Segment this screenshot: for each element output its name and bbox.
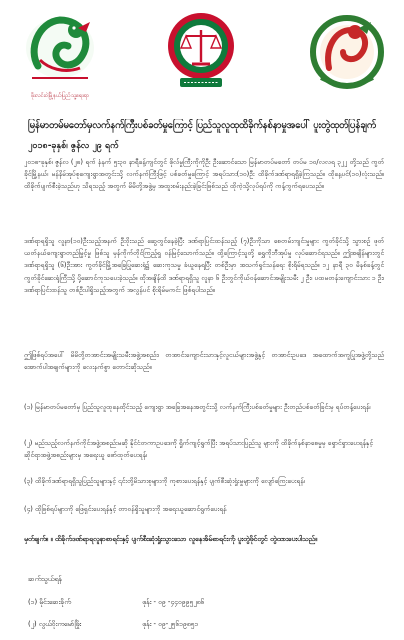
paragraph-casualties: ဒဏ်ရာရရှိသူ လူနာ(၁၀)ဦးသည့်အနက် ဦးဝိုးသည် ဆွေတွင်နေခဲ့ပြီး ဒဏ်ရာပြင်းထန်သည့် (၇)ဦးကိုသာ စေတမ်းကျင်းမှုများ ကွတ်ခိုင်သို့ သွားစဉ် ဖုတ်ယတ်နယ်ကျေးရွာတည်မြှင့်မှု ဖြစ်သူ မှန်ကိုက်တိုင်ကြည့်ရှု ဝန်မြင့်သောက်သည်။ ထို့ကြောင့်သူတို့ ရွှေကိုဘီအုပ်မှု လုပ်ဆောင်ရသည်။ ဤအချိန်များတွင် ဒဏ်ရာရရှိသူ (၆)ဦးအား ကွတ်ခိုင်မြို့အခြေပြုဆေးရုံ၌ ဆေးကုသမှု ခံယူနေရပြီး တစ်ဦးမှာ အသက်ရှင်သန်ရေး စိုးရိမ်ရသည်။ ၁၂ နာရီ ၃၀ မိနစ်ခန့်တွင် ကွတ်ခိုင်ဆေးရုံကြီးသို့ ပို့ဆောင်ကုသပေးခဲ့သည်။ ထိုအချိန်ထိ ဒဏ်ရာရရှိသူ လူနာ ၆ ဦးတွင်ကိုယ်ဝန်ဆောင်အမျိုးသမီး ၂ ဦး၊ ပထမတန်းကျောင်းသား ၁ ဦး၊ ဒဏ်ရာပြင်းထန်သူ တစ်ဦးပါရှိသည့်အတွက် အလွန်ပင် စိုးရိမ်မကင်း ဖြစ်ရပါသည်။ xyxy=(24,237,384,294)
demand-item: (၄) ထိုဖြစ်ရပ်များကို ဖြေရှင်းပေးရန်နှင့် တာဝန်ရှိသူများကို အရေးယူဆောင်ရွက်ပေးရန် xyxy=(24,505,227,513)
contact-name: (၂) လွယ်ဝိုးကမော်ဖြိုး xyxy=(28,620,82,628)
logo-row xyxy=(0,8,404,108)
paragraph-incident: ၂၀၁၈-ခုနှစ်၊ ဇွန်လ (၂၈) ရက် နံနက် ၅း၃၀ နာရီခန့်ကျင်တွင် ဖိုလ်မှုကြီးကိုကိုဦး ဦးဆောင်သော မြန်မာတပ်မတော် တပ်မ ၁၀/လလရ ၃၂၂ တို့သည် ကွတ်ခိုင်မြို့နယ်၊ မန်နိမ်အုပ်စုကျေးရွာအတွင်းသို့ လက်နက်ကြီးဖြင့် ပစ်ခတ်မှုကြောင့် အရပ်သား(၁၀)ဦး ထိခိုက်ဒဏ်ရာရရှိခဲ့ကြသည်။ ထိုနေ့ပင်(၁၀)လုံးသည်။ ထိခိုက်ပျက်စီးခဲ့သည်ဟု သိရသည့် အတွက် မိမိတို့အဖွဲ့မှ အထူးစမ်းနည်းခဲ့ခြင်းဖြစ်သည် ထိုကဲ့သို့လုပ်ရပ်ကို ကန့်ကွက်ရပေသည်။ xyxy=(24,158,384,191)
left-logo-caption: ဖိုးလင်းဝဲမြို့နယ်ပြည်သူ့ရေးရာ xyxy=(31,93,89,99)
scales-of-justice-logo xyxy=(166,8,236,94)
contact-heading: ဆက်သွယ်ရန် xyxy=(28,575,62,583)
contact-row xyxy=(28,620,278,630)
demand-item: (၁) မြန်မာတပ်မတော်မှ ပြည်သူလူထုနေထိုင်သည့် ကျေးရွာ အခြေအနေအတွင်းသို့ လက်နက်ကြီးပစ်ခတ်မှုများ ဦးတည်ပစ်ခတ်ခြင်းမှ ရပ်တန့်ပေးရန်၊ xyxy=(24,403,371,411)
contact-phone: ဖုန်း - ၀၉ -၄၄၀၉၉၅၂၈၆ xyxy=(142,598,205,606)
paragraph-demands-intro: ဤဖြစ်ရပ်အပေါ် မိမိတို့တအာင်းအမျိုးသမီးအဖွဲ့အစည်း၊ တအာင်းကျောင်းသားနှင့်လူငယ်များအဖွဲ့နှင့် တအာင်းဥပဒေ အထောက်အကူပြုအဖွဲ့တို့သည် အောက်ပါအချက်များကို လေးနက်စွာ တောင်းဆိုသည်။ xyxy=(24,351,384,372)
demand-item: (၃) ထိခိုက်ဒဏ်ရာရရှိသူပြည်သူများနှင့် ၎င်းတို့မိသားစုများကို ကုစားပေးရန်နှင့် ပျက်စီးဆုံးရှုံးမှုများကို လျော်ကြေးပေးရန်၊ xyxy=(24,477,305,485)
dragon-wreath-right-logo xyxy=(305,8,389,94)
contact-name: (၁) မိုင်းဆေးခိုက် xyxy=(28,598,71,606)
contact-phone: ဖုန်း - ၀၉-၂၅၆၁၉၈၅၁ xyxy=(142,620,199,628)
dragon-emblem-left-logo xyxy=(18,8,102,94)
contact-row xyxy=(28,598,278,608)
demand-item: (၂) မည်သည့်လက်နက်ကိုင်အဖွဲ့အစည်းမဆို နိုင်ငံတကာဥပဒေကို ရှိုက်ကျင့်ရွက်ပြီး အရပ်သားပြည်သူ များကို ထိခိုက်နစ်နာစေမှုမှ ရှောင်ရှားပေးရန်နှင့် ဆိုင်ရာအဖွဲ့အစည်းများမှ အရေးယူ ဖော်ထုတ်ပေးရန်၊ xyxy=(24,439,373,460)
document-date: ၂၀၁၈-ခုနှစ်၊ ဇွန်လ ၂၉ ရက် xyxy=(28,141,119,151)
document-title: မြန်မာတမ်မတော်မှလက်နက်ကြီးပစ်ခတ်မှုကြောင့် ပြည်သူလူထုထိခိုက်နစ်နာမှုအပေါ် ပူးတွဲထုတ်ပြန်ချက် xyxy=(28,120,376,131)
note-attachment: မှတ်ချက်။ ။ ထိခိုက်ဒဏ်ရာရလူနာစာရင်းနှင့် ပျက်စီးဆုံးရှုံးသွားသော လူနေအိမ်စာရင်းကို ပူးတွဲဖိုင်တွင် တွဲထားပေးပါသည်။ xyxy=(24,535,318,543)
